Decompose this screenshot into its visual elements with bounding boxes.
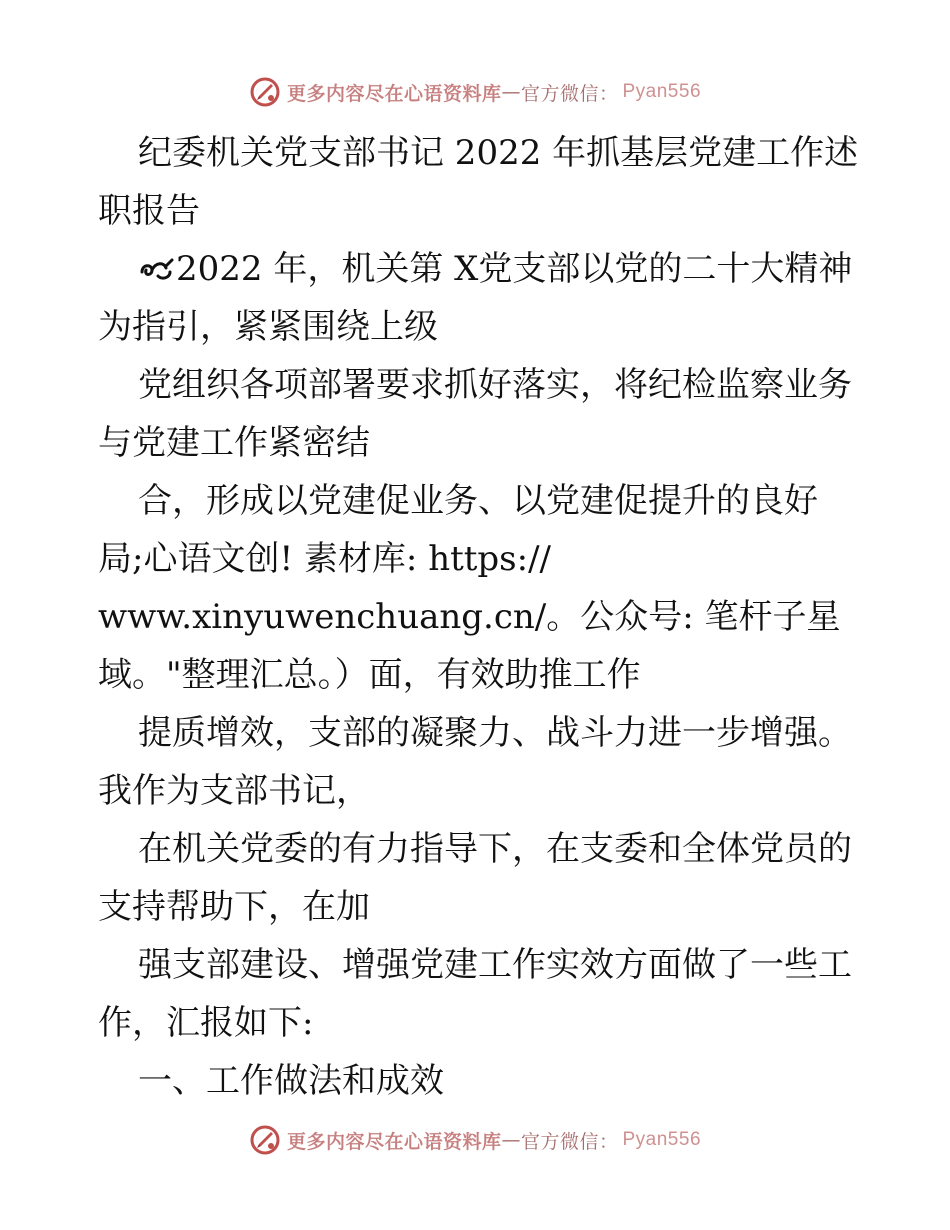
watermark-header <box>0 72 950 112</box>
paragraph-line: 合，形成以党建促业务、以党建促提升的良好 <box>138 481 818 521</box>
paragraph-line: 在机关党委的有力指导下，在支委和全体党员的 <box>138 829 852 869</box>
paragraph-line: 强支部建设、增强党建工作实效方面做了一些工 <box>138 945 852 985</box>
paragraph-text: 2022 年，机关第 X党支部以党的二十大精神 <box>176 249 853 289</box>
paragraph-line: 为指引，紧紧围绕上级 <box>98 307 438 347</box>
xinyu-logo-icon <box>249 1124 281 1156</box>
watermark-main-text: 更多内容尽在心语资料库 <box>286 1130 502 1153</box>
watermark-main-text: 更多内容尽在心语资料库 <box>286 82 502 105</box>
watermark-wechat-id: Pyan556 <box>622 81 702 102</box>
watermark-separator: — <box>501 81 521 103</box>
section-heading: 一、工作做法和成效 <box>138 1061 444 1101</box>
paragraph-line: 我作为支部书记， <box>98 771 370 811</box>
paragraph-line: 党组织各项部署要求抓好落实，将纪检监察业务 <box>138 365 852 405</box>
document-body <box>98 124 858 1110</box>
watermark-sub-text: 官方微信： <box>520 82 619 105</box>
paragraph-line <box>98 240 858 298</box>
paragraph-line: 支持帮助下，在加 <box>98 887 370 927</box>
watermark-wechat-id: Pyan556 <box>622 1129 702 1150</box>
paragraph-line: 与党建工作紧密结 <box>98 423 370 463</box>
paragraph-line: 域。"整理汇总。）面，有效助推工作 <box>98 655 641 695</box>
title-line-1: 纪委机关党支部书记 2022 年抓基层党建工作述 <box>138 133 859 173</box>
paragraph-line: 提质增效，支部的凝聚力、战斗力进一步增强。 <box>138 713 852 753</box>
paragraph-line: 局;心语文创! 素材库: https:// <box>98 539 551 579</box>
watermark-sub-text: 官方微信： <box>520 1130 619 1153</box>
title-line-2: 职报告 <box>98 191 200 231</box>
xinyu-logo-icon <box>249 76 281 108</box>
paragraph-line: www.xinyuwenchuang.cn/。公众号: 笔杆子星 <box>98 597 841 637</box>
ornament-bullet-icon <box>138 254 176 284</box>
paragraph-line: 作，汇报如下: <box>98 1003 314 1043</box>
watermark-footer <box>0 1120 950 1160</box>
watermark-separator: — <box>501 1129 521 1151</box>
